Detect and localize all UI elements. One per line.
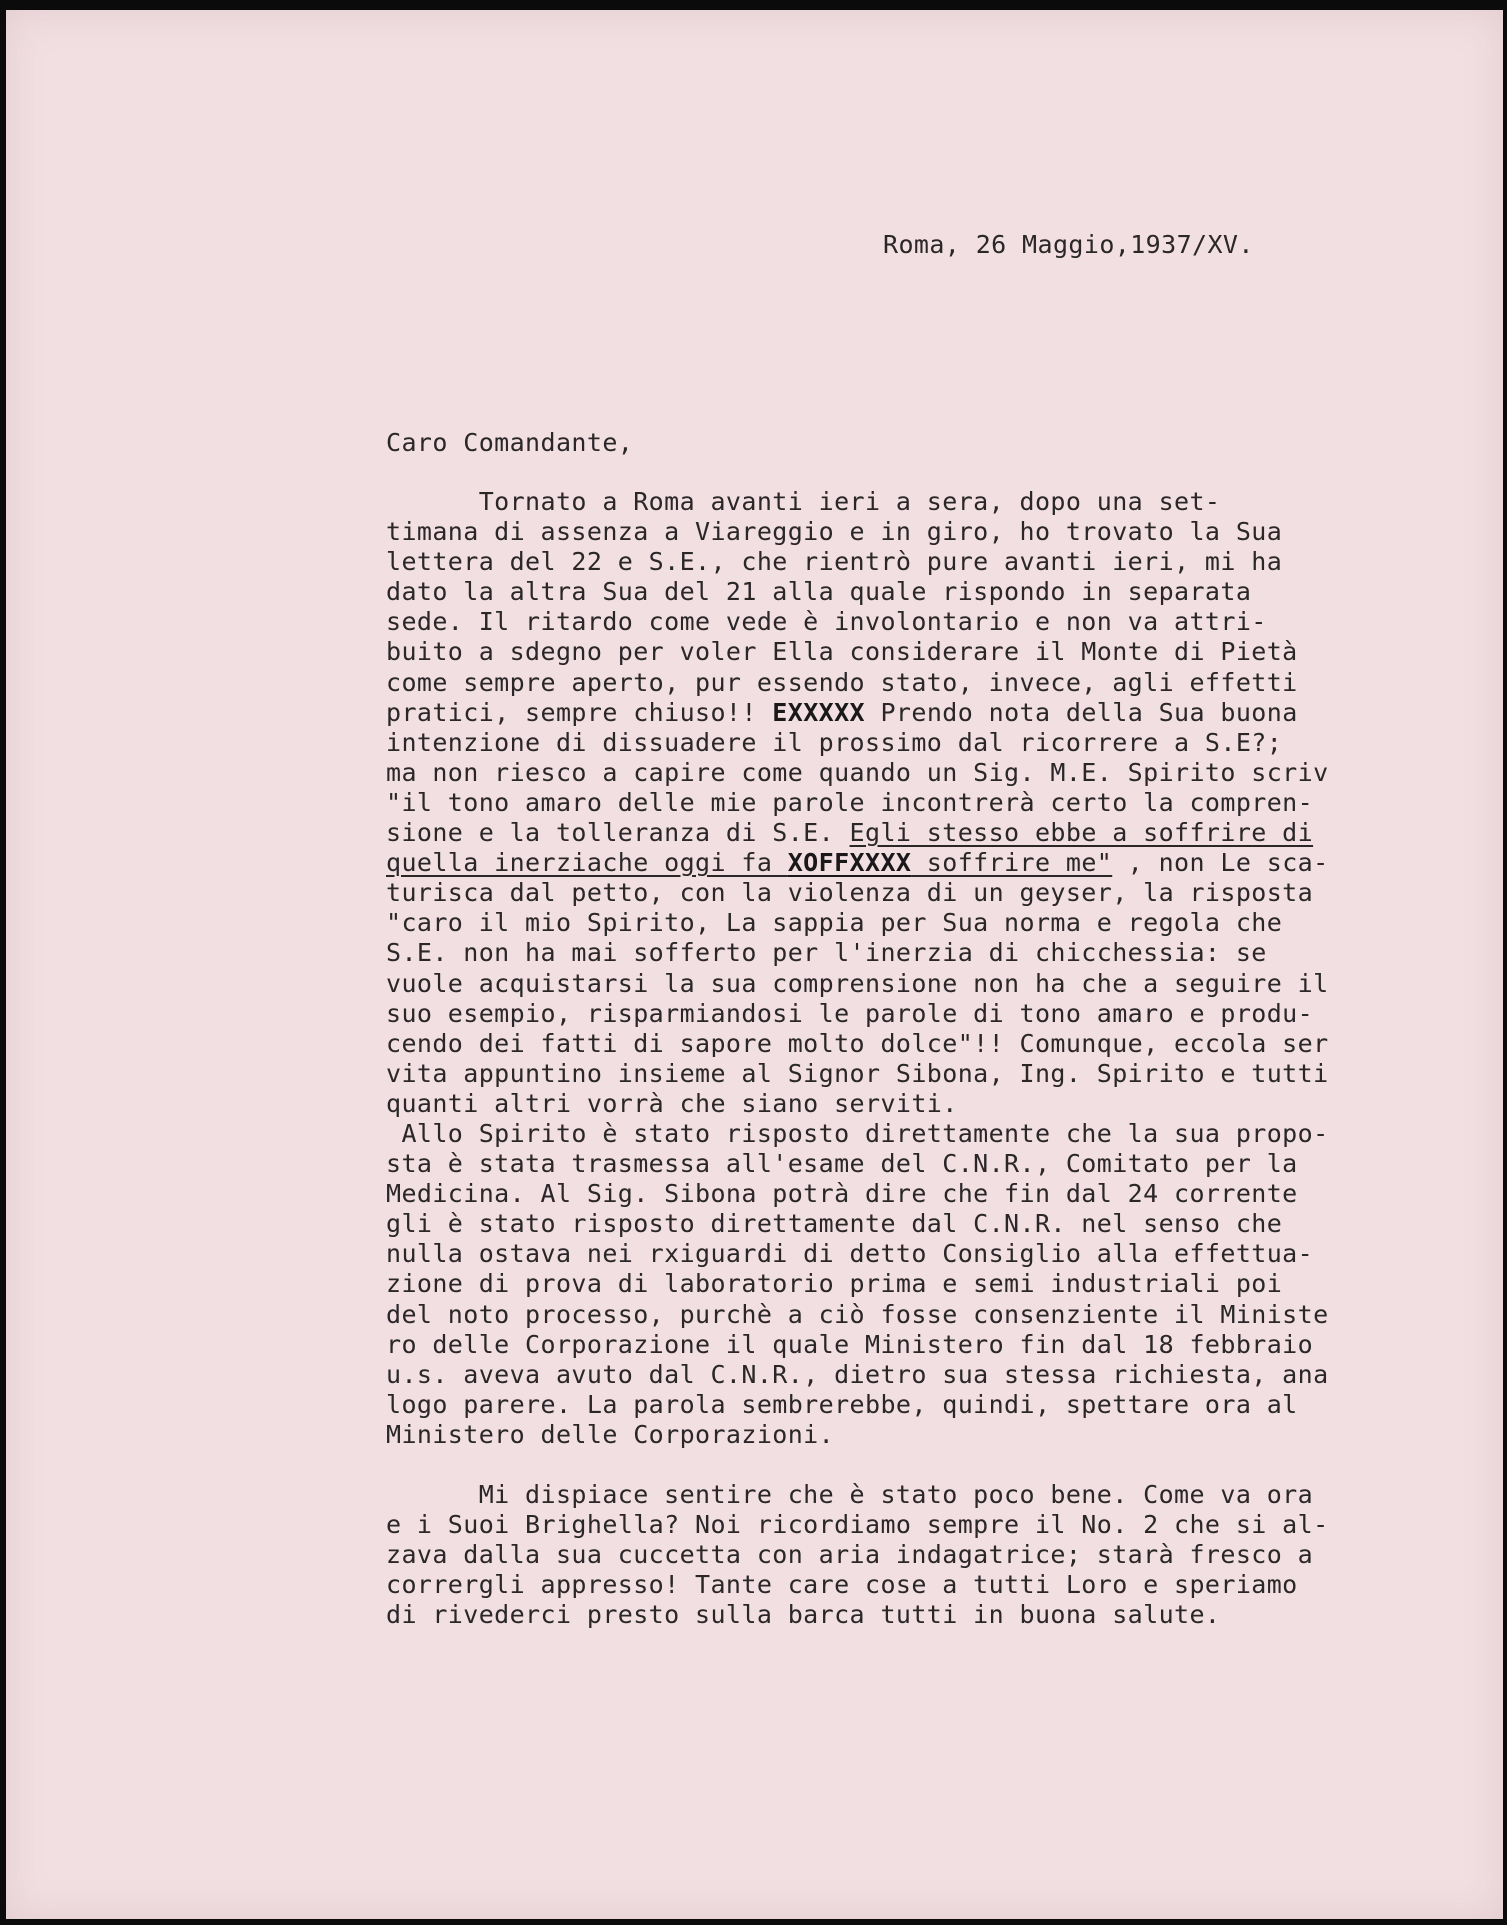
letter-date: Roma, 26 Maggio,1937/XV.: [883, 230, 1254, 259]
body-line: u.s. aveva avuto dal C.N.R., dietro sua stessa richiesta, ana: [386, 1359, 1329, 1389]
body-line: dato la altra Sua del 21 alla quale rispondo in separata: [386, 577, 1252, 607]
body-line: Ministero delle Corporazioni.: [386, 1419, 835, 1449]
body-line: turisca dal petto, con la violenza di un geyser, la risposta: [386, 878, 1314, 908]
underlined-quote: quella inerziache oggi fa: [386, 848, 788, 878]
body-line: del noto processo, purchè a ciò fosse consenziente il Ministe: [386, 1299, 1329, 1329]
letter-body: [386, 487, 1329, 1631]
body-line: zione di prova di laboratorio prima e semi industriali poi: [386, 1269, 1283, 1299]
body-line: intenzione di dissuadere il prossimo dal ricorrere a S.E?;: [386, 727, 1283, 757]
body-line: gli è stato risposto direttamente dal C.N.R. nel senso che: [386, 1209, 1283, 1239]
struck-word: EXXXXX: [772, 697, 866, 727]
body-line: lettera del 22 e S.E., che rientrò pure avanti ieri, mi ha: [386, 547, 1283, 577]
body-line: ma non riesco a capire come quando un Sig. M.E. Spirito scriv: [386, 757, 1329, 787]
body-text: , non Le sca-: [1112, 848, 1329, 878]
body-line: logo parere. La parola sembrerebbe, quindi, spettare ora al: [386, 1389, 1298, 1419]
body-line: vita appuntino insieme al Signor Sibona, Ing. Spirito e tutti: [386, 1058, 1329, 1088]
body-text: Prendo nota della Sua buona: [880, 697, 1298, 727]
body-text: pratici, sempre chiuso!!: [386, 697, 773, 727]
body-line-with-strikeout: [386, 698, 1329, 728]
body-line: come sempre aperto, pur essendo stato, invece, agli effetti: [386, 667, 1298, 697]
body-line: Tornato a Roma avanti ieri a sera, dopo una set-: [386, 487, 1221, 516]
body-line: quanti altri vorrà che siano serviti.: [386, 1088, 958, 1118]
body-line-underlined: [386, 848, 1329, 878]
body-line: S.E. non ha mai sofferto per l'inerzia di chicchessia: se: [386, 938, 1267, 968]
body-line: buito a sdegno per voler Ella considerare il Monte di Pietà: [386, 637, 1298, 667]
underlined-quote: Egli stesso ebbe a soffrire di: [849, 818, 1314, 848]
underlined-quote: soffrire me": [911, 848, 1113, 878]
body-line: ro delle Corporazione il quale Ministero fin dal 18 febbraio: [386, 1329, 1314, 1359]
letter-salutation: Caro Comandante,: [386, 428, 634, 457]
body-line: corrergli appresso! Tante care cose a tutti Loro e speriamo: [386, 1570, 1298, 1600]
body-line: timana di assenza a Viareggio e in giro, ho trovato la Sua: [386, 517, 1283, 547]
body-line: Allo Spirito è stato risposto direttamente che la sua propo-: [386, 1118, 1329, 1148]
paragraph-gap: [386, 1450, 1329, 1480]
body-line: e i Suoi Brighella? Noi ricordiamo sempre il No. 2 che si al-: [386, 1510, 1329, 1540]
body-line: Medicina. Al Sig. Sibona potrà dire che fin dal 24 corrente: [386, 1179, 1298, 1209]
letter-sheet: [6, 10, 1503, 1919]
body-line: zava dalla sua cuccetta con aria indagatrice; starà fresco a: [386, 1540, 1314, 1570]
body-line: Mi dispiace sentire che è stato poco bene. Come va ora: [386, 1480, 1314, 1510]
body-line: sta è stata trasmessa all'esame del C.N.R., Comitato per la: [386, 1149, 1298, 1179]
body-line: "il tono amaro delle mie parole incontrerà certo la compren-: [386, 787, 1314, 817]
body-line: sede. Il ritardo come vede è involontario e non va attri-: [386, 607, 1267, 637]
body-line: "caro il mio Spirito, La sappia per Sua norma e regola che: [386, 908, 1283, 938]
body-line: di rivederci presto sulla barca tutti in buona salute.: [386, 1600, 1221, 1630]
body-line: nulla ostava nei rxiguardi di detto Consiglio alla effettua-: [386, 1239, 1314, 1269]
body-line: suo esempio, risparmiandosi le parole di tono amaro e produ-: [386, 998, 1314, 1028]
struck-word: XOFFXXXX: [787, 848, 912, 878]
body-line: vuole acquistarsi la sua comprensione non ha che a seguire il: [386, 968, 1329, 998]
body-text: sione e la tolleranza di S.E.: [386, 818, 850, 848]
body-line-underlined: [386, 818, 1329, 848]
body-line: cendo dei fatti di sapore molto dolce"!! Comunque, eccola ser: [386, 1028, 1329, 1058]
